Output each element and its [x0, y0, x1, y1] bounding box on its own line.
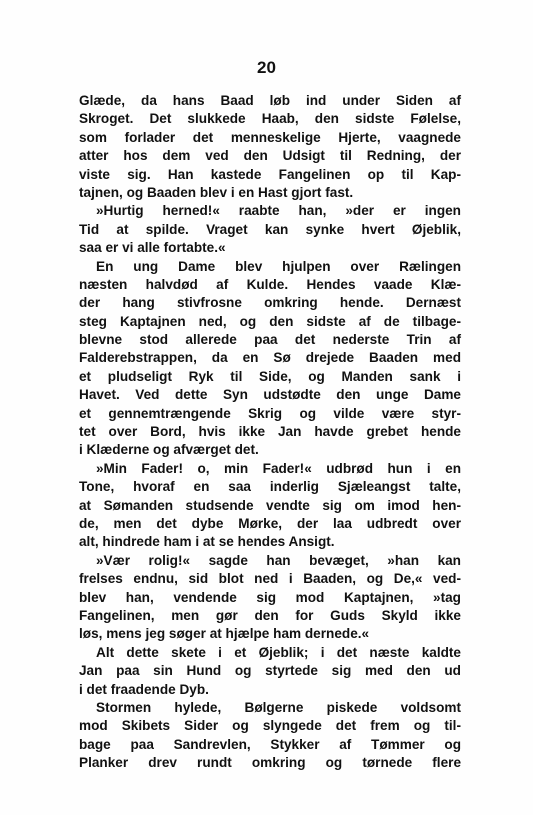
page-number: 20	[257, 58, 276, 77]
text-line: Jan paa sin Hund og styrtede sig med den ud	[79, 663, 461, 679]
body-text	[79, 92, 461, 772]
text-line: Glæde, da hans Baad løb ind under Siden af	[79, 93, 461, 108]
text-line: Stormen hylede, Bølgerne piskede voldsomt	[96, 699, 461, 715]
text-line: En ung Dame blev hjulpen over Rælingen	[96, 258, 461, 274]
text-line: som forlader det menneskelige Hjerte, vaagnede	[79, 129, 461, 145]
text-line: atter hos dem ved den Udsigt til Redning, der	[79, 148, 461, 164]
text-line: blev han, vendende sig mod Kaptajnen, »tag	[79, 589, 461, 605]
text-line: næsten halvdød af Kulde. Hendes vaade Klæ-	[79, 276, 461, 292]
text-line: »Hurtig herned!« raabte han, »der er ingen	[96, 203, 461, 219]
text-line: Planker drev rundt omkring og tørnede flere	[79, 755, 461, 771]
text-line: løs, mens jeg søger at hjælpe ham dernede.«	[79, 626, 370, 642]
text-line: viste sig. Han kastede Fangelinen op til Kap-	[79, 166, 461, 182]
text-line: i Klæderne og afværget det.	[79, 442, 259, 458]
text-line: Skroget. Det slukkede Haab, den sidste Følelse,	[79, 111, 461, 127]
text-line: at Sømanden studsende vendte sig om imod hen-	[79, 497, 461, 513]
text-line: saa er vi alle fortabte.«	[79, 240, 226, 256]
text-line: et pludseligt Ryk til Side, og Manden sank i	[79, 368, 461, 384]
text-line: steg Kaptajnen ned, og den sidste af de tilbage-	[79, 313, 461, 329]
text-line: Tid at spilde. Vraget kan synke hvert Øjeblik,	[79, 221, 461, 237]
text-line: Havet. Ved dette Syn udstødte den unge Dame	[79, 387, 461, 403]
text-line: mod Skibets Sider og slyngede det frem og til-	[79, 718, 461, 734]
text-line: tet over Bord, hvis ikke Jan havde grebet hende	[79, 424, 461, 440]
text-line: der hang stivfrosne omkring hende. Dernæst	[79, 295, 461, 311]
text-line: tajnen, og Baaden blev i en Hast gjort fast.	[79, 184, 354, 200]
text-line: »Min Fader! o, min Fader!« udbrød hun i en	[96, 460, 461, 476]
text-line: blevne stod allerede paa det nederste Trin af	[79, 332, 461, 348]
text-line: de, men det dybe Mørke, der laa udbredt over	[79, 515, 461, 531]
text-line: bage paa Sandrevlen, Stykker af Tømmer og	[79, 736, 461, 752]
text-line: »Vær rolig!« sagde han bevæget, »han kan	[96, 552, 461, 568]
text-line: Tone, hvoraf en saa inderlig Sjæleangst talte,	[79, 479, 461, 495]
text-line: i det fraadende Dyb.	[79, 681, 209, 697]
text-line: Fangelinen, men gør den for Guds Skyld ikke	[79, 607, 461, 623]
text-line: frelses endnu, sid blot ned i Baaden, og De,« ved-	[79, 571, 461, 587]
text-line: et gennemtrængende Skrig og vilde være styr-	[79, 405, 461, 421]
text-line: alt, hindrede ham i at se hendes Ansigt.	[79, 534, 335, 550]
text-line: Falderebstrappen, da en Sø drejede Baaden med	[79, 350, 461, 366]
text-line: Alt dette skete i et Øjeblik; i det næste kaldte	[96, 644, 461, 660]
